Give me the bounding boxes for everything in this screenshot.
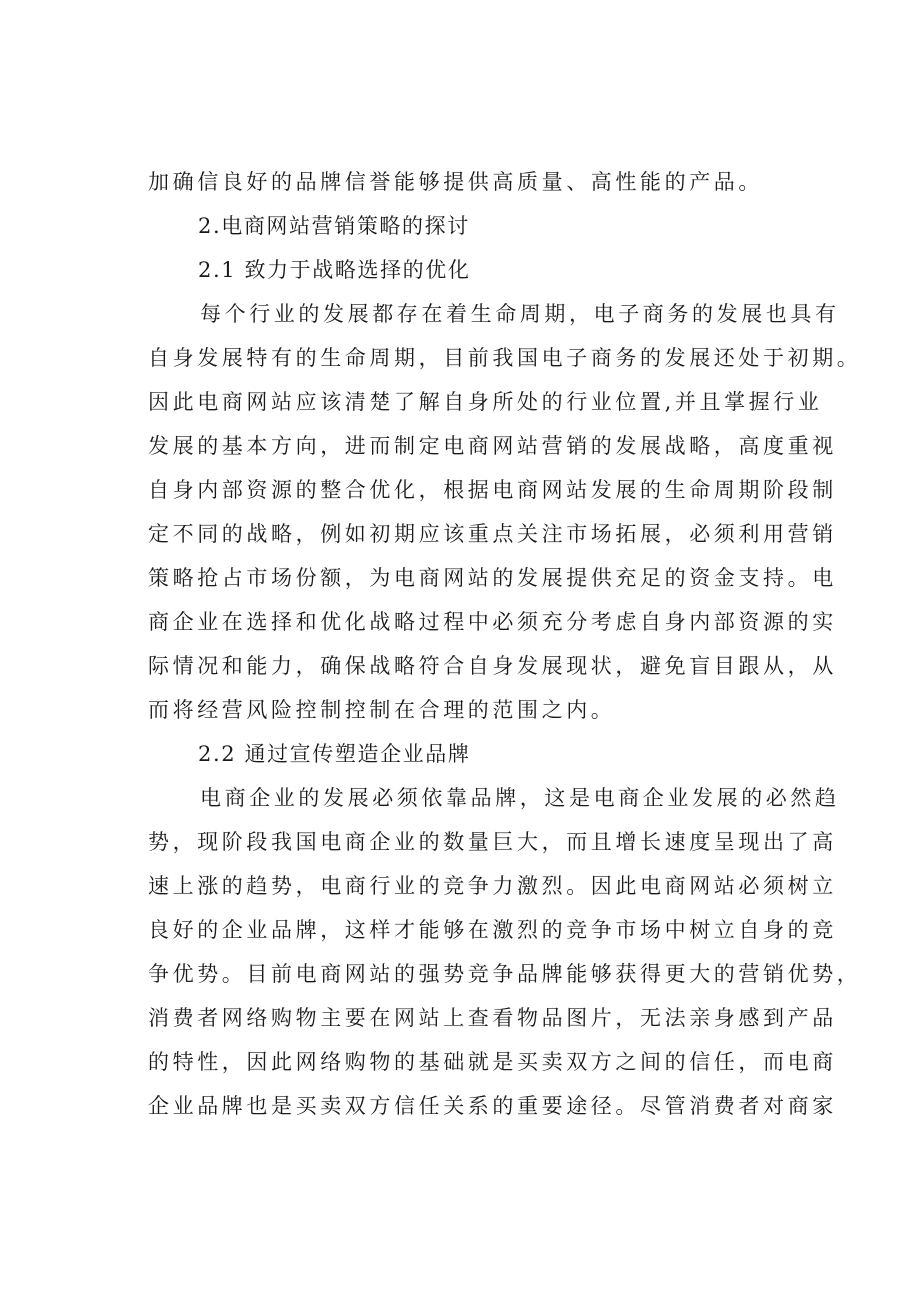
paragraph-line: 速上涨的趋势，电商行业的竞争力激烈。因此电商网站必须树立: [148, 874, 837, 898]
paragraph-line: 际情况和能力，确保战略符合自身发展现状，避免盲目跟从，从: [148, 654, 837, 678]
paragraph-line: 因此电商网站应该清楚了解自身所处的行业位置,并且掌握行业: [148, 390, 823, 414]
paragraph-line: 企业品牌也是买卖双方信任关系的重要途径。尽管消费者对商家: [148, 1094, 837, 1118]
paragraph-line: 自身内部资源的整合优化，根据电商网站发展的生命周期阶段制: [148, 478, 837, 502]
paragraph-line: 商企业在选择和优化战略过程中必须充分考虑自身内部资源的实: [148, 610, 837, 634]
paragraph-line: 争优势。目前电商网站的强势竞争品牌能够获得更大的营销优势，: [148, 962, 862, 986]
paragraph-line: 消费者网络购物主要在网站上查看物品图片，无法亲身感到产品: [148, 1006, 837, 1030]
paragraph-line: 电商企业的发展必须依靠品牌，这是电商企业发展的必然趋: [200, 786, 840, 810]
paragraph-line: 策略抢占市场份额，为电商网站的发展提供充足的资金支持。电: [148, 566, 837, 590]
paragraph-line: 的特性，因此网络购物的基础就是买卖双方之间的信任，而电商: [148, 1050, 837, 1074]
paragraph-line: 良好的企业品牌，这样才能够在激烈的竞争市场中树立自身的竞: [148, 918, 837, 942]
paragraph-line: 自身发展特有的生命周期，目前我国电子商务的发展还处于初期。: [148, 346, 862, 370]
paragraph-line: 定不同的战略，例如初期应该重点关注市场拓展，必须利用营销: [148, 522, 837, 546]
paragraph-line: 而将经营风险控制控制在合理的范围之内。: [148, 698, 616, 722]
paragraph-continuation-line: 加确信良好的品牌信誉能够提供高质量、高性能的产品。: [148, 170, 763, 194]
subsection-heading-2-2: 2.2 通过宣传塑造企业品牌: [198, 742, 471, 766]
paragraph-line: 发展的基本方向，进而制定电商网站营销的发展战略，高度重视: [148, 434, 837, 458]
subsection-heading-2-1: 2.1 致力于战略选择的优化: [198, 258, 471, 282]
paragraph-line: 每个行业的发展都存在着生命周期，电子商务的发展也具有: [200, 302, 840, 326]
paragraph-line: 势，现阶段我国电商企业的数量巨大，而且增长速度呈现出了高: [148, 830, 837, 854]
section-heading-2: 2.电商网站营销策略的探讨: [198, 214, 470, 238]
